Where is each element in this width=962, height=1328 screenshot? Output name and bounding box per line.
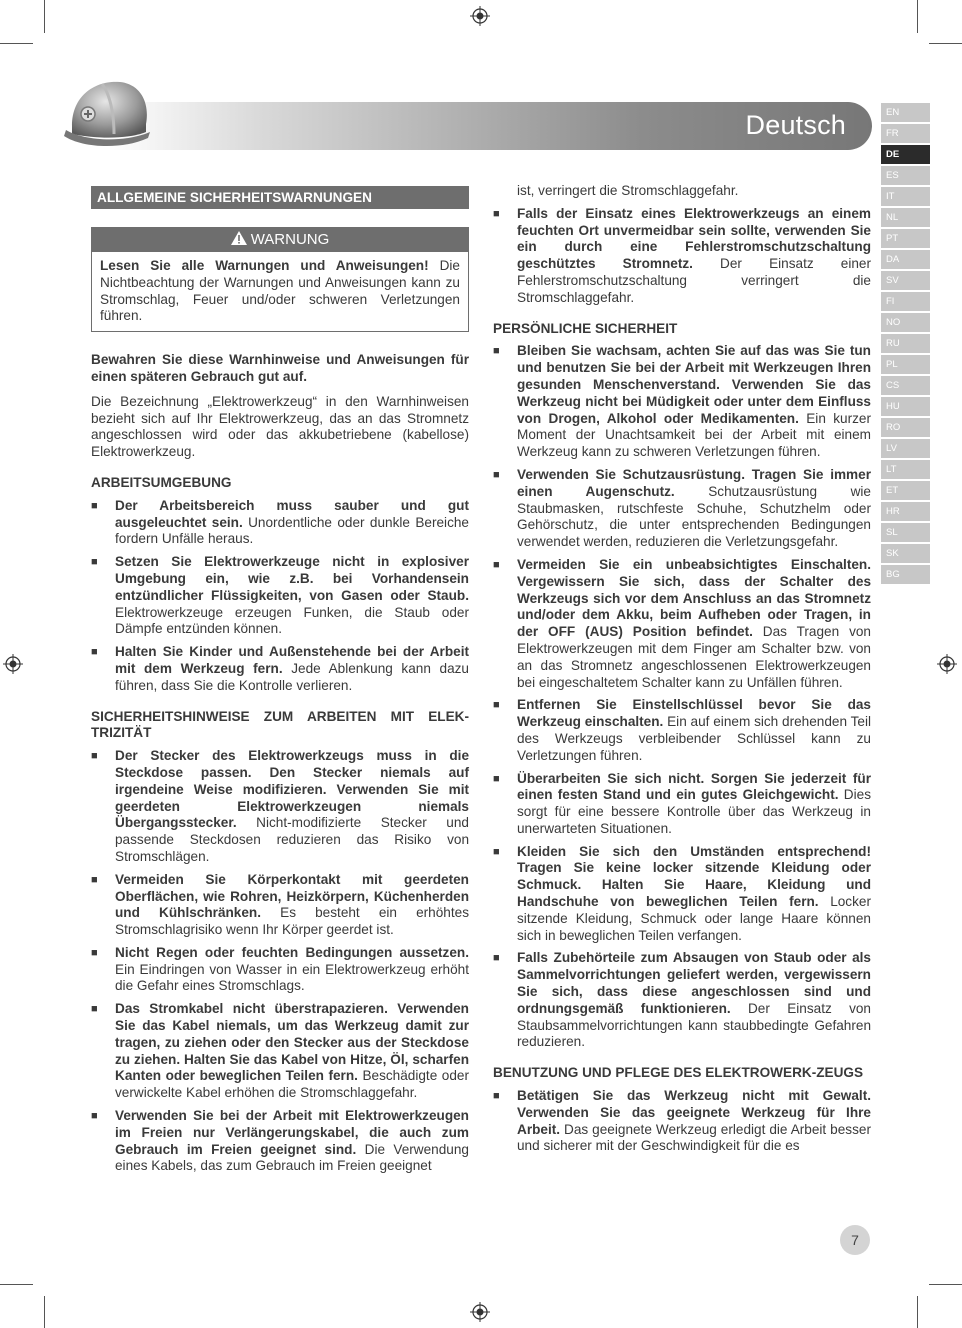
language-tab-es[interactable]: ES [881,166,930,185]
usage-list [493,1088,871,1155]
list-item [91,498,469,548]
bullet-icon: ■ [493,207,500,220]
list-item-text: Die Verwendung eines Kabels, das zum Gebrauch im Freien geeignet [115,1141,469,1174]
list-item [493,557,871,691]
bullet-icon: ■ [91,946,98,959]
heading-personal: PERSÖNLICHE SICHERHEIT [493,320,678,336]
language-tab-lv[interactable]: LV [881,439,930,458]
list-item-bold: Nicht Regen oder feuchten Bedingungen aussetzen. [115,944,469,960]
electrical-list [91,748,469,1175]
language-tabs [881,103,930,586]
language-tab-sk[interactable]: SK [881,544,930,563]
list-item [91,1108,469,1175]
list-item-bold: Überarbeiten Sie sich nicht. Sorgen Sie jederzeit für einen festen Stand und ein gutes Gleichgewicht. [517,770,871,803]
keep-instructions [91,352,469,386]
bullet-icon: ■ [493,345,500,358]
language-tab-fi[interactable]: FI [881,292,930,311]
list-item [493,697,871,764]
registration-mark-icon [470,6,490,26]
warning-text [92,252,468,331]
language-tab-fr[interactable]: FR [881,124,930,143]
language-tab-hr[interactable]: HR [881,502,930,521]
warning-triangle-icon [231,231,247,245]
bullet-icon: ■ [493,558,500,571]
language-tab-hu[interactable]: HU [881,397,930,416]
list-item-text: Das geeignete Werkzeug erledigt die Arbeit besser und sicherer mit der Geschwindigkeit für die es [517,1121,871,1154]
list-item-text: Elektrowerkzeuge erzeugen Funken, die Staub oder Dämpfe entzünden können. [115,604,469,637]
registration-mark-icon [470,1302,490,1322]
registration-mark-icon [3,654,23,674]
bullet-icon: ■ [493,699,500,712]
language-tab-en[interactable]: EN [881,103,930,122]
list-item [91,748,469,866]
personal-list [493,343,871,1051]
section-title: ALLGEMEINE SICHERHEITSWARNUNGEN [91,186,469,209]
list-item-text: Beschädigte oder verwickelte Kabel erhöhen die Stromschlaggefahr. [115,1068,469,1101]
bullet-icon: ■ [91,499,98,512]
warning-header [92,228,468,252]
keep-instructions-text: Bewahren Sie diese Warnhinweise und Anweisungen für einen späteren Gebrauch gut auf. [91,352,469,384]
crop-mark [917,1296,918,1328]
left-column [91,186,469,1181]
right-column [493,183,871,1161]
list-item-bold: Bleiben Sie wachsam, achten Sie auf das was Sie tun und benutzen Sie bei der Arbeit mit Werkzeugen Ihren gesunden Menschenverstand. Verwenden Sie das Werkzeug nicht bei Müdigkeit oder unter dem Einfluss von Drogen, Alkohol oder Medikamenten. [517,343,871,426]
list-item [493,771,871,838]
definition-paragraph: Die Bezeichnung „Elektrowerkzeug“ in den Warnhinweisen bezieht sich auf Ihr Elektrowerkzeug, das an das Stromnetz angeschlossen wird oder das akkubetriebene (kabellose) Elektrowerkzeug. [91,393,469,460]
list-item-text: Jede Ablenkung kann dazu führen, dass Sie die Kontrolle verlieren. [115,660,469,693]
bullet-icon: ■ [493,468,500,481]
language-tab-bg[interactable]: BG [881,565,930,584]
bullet-icon: ■ [91,750,98,763]
list-item [91,1001,469,1102]
warning-box [91,227,469,332]
page-language-title: Deutsch [745,110,846,140]
warning-bold: Lesen Sie alle Warnungen und Anweisungen! [100,258,429,273]
list-item [91,644,469,694]
list-item-bold: Setzen Sie Elektrowerkzeuge nicht in explosiver Umgebung ein, wie z.B. bei Vorhandensein entzündlicher Flüssigkeiten, von Gasen oder Staub. [115,554,469,603]
list-item [493,467,871,551]
list-item-text: Ein Eindringen von Wasser in ein Elektrowerkzeug erhöht die Gefahr eines Stromschlags. [115,961,469,994]
list-item-bold: Vermeiden Sie Körperkontakt mit geerdeten Oberflächen, wie Rohren, Heizkörpern, Küchenherden und Kühlschränken. [115,871,469,921]
language-tab-de[interactable]: DE [881,145,930,164]
registration-mark-icon [937,654,957,674]
list-item-bold: Vermeiden Sie ein unbeabsichtigtes Einschalten. Vergewissern Sie sich, dass der Schalter des Werkzeugs sich vor dem Anschluss an das Stromnetz und/oder dem Akku, beim Aufheben oder Tragen, in der OFF (AUS) Position befindet. [517,556,871,640]
language-tab-it[interactable]: IT [881,187,930,206]
language-tab-cs[interactable]: CS [881,376,930,395]
list-item-bold: Falls Zubehörteile zum Absaugen von Staub oder als Sammelvorrichtungen geliefert werden, vergewissern Sie sich, dass diese angeschlossen sind und ordnungsgemäß funktionieren. [517,950,871,1016]
language-tab-sv[interactable]: SV [881,271,930,290]
warning-body: Die Nichtbeachtung der Warnungen und Anweisungen kann zu Stromschlag, Feuer und/oder schweren Verletzungen führen. [100,258,460,324]
bullet-icon: ■ [493,772,500,785]
list-item-text: Unordentliche oder dunkle Bereiche fordern Unfälle heraus. [115,514,469,547]
list-item [493,844,871,945]
bullet-icon: ■ [91,873,98,886]
header-banner [108,102,872,150]
language-tab-et[interactable]: ET [881,481,930,500]
bullet-icon: ■ [493,952,500,965]
heading-work-area: ARBEITSUMGEBUNG [91,474,232,490]
crop-mark [929,1284,962,1285]
language-tab-ru[interactable]: RU [881,334,930,353]
heading-usage: BENUTZUNG UND PFLEGE DES ELEKTROWERK-ZEUGS [493,1065,864,1081]
list-item-bold: Falls der Einsatz eines Elektrowerkzeugs an einem feuchten Ort unvermeidbar sein sollte, verwenden Sie ein durch eine Fehlerstromschutzschaltung geschütztes Stromnetz. [517,205,871,272]
bullet-icon: ■ [91,646,98,659]
warning-label: WARNUNG [250,231,330,248]
bullet-icon: ■ [493,845,500,858]
list-item-text: Ein kurzer Moment der Unachtsamkeit bei der Arbeit mit einem Werkzeug kann zu schweren Verletzungen führen. [517,410,871,460]
list-item-bold: Verwenden Sie Schutzausrüstung. Tragen Sie immer einen Augenschutz. [517,466,871,499]
list-item-bold: Der Stecker des Elektrowerkzeugs muss in die Steckdose passen. Den Stecker niemals auf irgendeine Weise modifizieren. Verwenden Sie mit geerdeten Elektrowerkzeugen niemals Übergangsstecker. [115,748,469,831]
residual-list [493,206,871,307]
language-tab-nl[interactable]: NL [881,208,930,227]
language-tab-sl[interactable]: SL [881,523,930,542]
list-item-text: Der Einsatz einer Fehlerstromschutzschaltung verringert die Stromschlaggefahr. [517,256,871,305]
list-item [493,206,871,307]
list-item-bold: Verwenden Sie bei der Arbeit mit Elektrowerkzeugen im Freien nur Verlängerungskabel, die auch zum Gebrauch im Freien geeignet sind. [115,1108,469,1157]
continuation-text: ist, verringert die Stromschlaggefahr. [517,183,739,198]
list-item-bold: Entfernen Sie Einstellschlüssel bevor Sie das Werkzeug einschalten. [517,697,871,730]
language-tab-no[interactable]: NO [881,313,930,332]
bullet-icon: ■ [493,1090,500,1103]
list-item-bold: Betätigen Sie das Werkzeug nicht mit Gewalt. Verwenden Sie das geeignete Werkzeug für Ihre Arbeit. [517,1088,871,1137]
list-item-text: Dies sorgt für eine bessere Kontrolle über das Werkzeug in unerwarteten Situationen. [517,787,871,836]
language-tab-lt[interactable]: LT [881,460,930,479]
crop-mark [929,43,962,44]
list-item [493,950,871,1051]
language-tab-pl[interactable]: PL [881,355,930,374]
list-item-text: Der Einsatz von Staubsammelvorrichtungen kann staubbedingte Gefahren reduzieren. [517,1000,871,1050]
language-tab-pt[interactable]: PT [881,229,930,248]
heading-electrical: SICHERHEITSHINWEISE ZUM ARBEITEN MIT ELEK-TRIZITÄT [91,708,469,741]
crop-mark [917,0,918,33]
language-tab-ro[interactable]: RO [881,418,930,437]
page-number: 7 [840,1225,870,1255]
list-item-bold: Der Arbeitsbereich muss sauber und gut ausgeleuchtet sein. [115,497,469,530]
crop-mark [44,0,45,33]
bullet-icon: ■ [91,1003,98,1016]
list-item-text: Es besteht ein erhöhtes Stromschlagrisiko wenn Ihr Körper geerdet ist. [115,905,469,938]
list-item-text: Nicht-modifizierte Stecker und passende Steckdosen reduzieren das Risiko von Stromschlägen. [115,815,469,864]
list-item-bold: Das Stromkabel nicht überstrapazieren. Verwenden Sie das Kabel niemals, um das Werkzeug damit zur tragen, zu ziehen oder den Stecker aus der Steckdose zu ziehen. Halten Sie das Kabel von Hitze, Öl, scharfen Kanten oder beweglichen Teilen fern. [115,1001,469,1084]
language-tab-da[interactable]: DA [881,250,930,269]
list-item-text: Ein auf einem sich drehenden Teil des Werkzeugs verbleibender Schlüssel kann zu Verletzungen führen. [517,714,871,763]
list-item [91,945,469,995]
list-item [493,1088,871,1155]
crop-mark [44,1296,45,1328]
list-item-text: Das Tragen von Elektrowerkzeugen mit dem Finger am Schalter bzw. von an das Stromnetz angeschlossenen Elektrowerkzeugen bei eingeschaltetem Schalter kann zu Unfällen führen. [517,624,871,690]
bullet-icon: ■ [91,556,98,569]
list-item [493,343,871,461]
list-item-bold: Halten Sie Kinder und Außenstehende bei der Arbeit mit dem Werkzeug fern. [115,644,469,676]
list-item-text: Locker sitzende Kleidung, Schmuck oder lange Haare können sich in beweglichen Teilen verfangen. [517,894,871,943]
crop-mark [0,1284,33,1285]
list-item [91,872,469,939]
list-item [91,554,469,638]
bullet-icon: ■ [91,1110,98,1123]
crop-mark [0,43,33,44]
list-item-bold: Kleiden Sie sich den Umständen entsprechend! Tragen Sie keine locker sitzende Kleidung oder Schmuck. Halten Sie Haare, Kleidung und Handschuhe von beweglichen Teilen fern. [517,843,871,910]
work-area-list [91,498,469,695]
safety-helmet-icon [62,74,154,154]
list-item-text: Schutzausrüstung wie Staubmasken, rutschfeste Schuhe, Schutzhelm oder Gehörschutz, die unter entsprechenden Bedingungen verwendet werden, reduzieren die Verletzungsgefahr. [517,483,871,550]
